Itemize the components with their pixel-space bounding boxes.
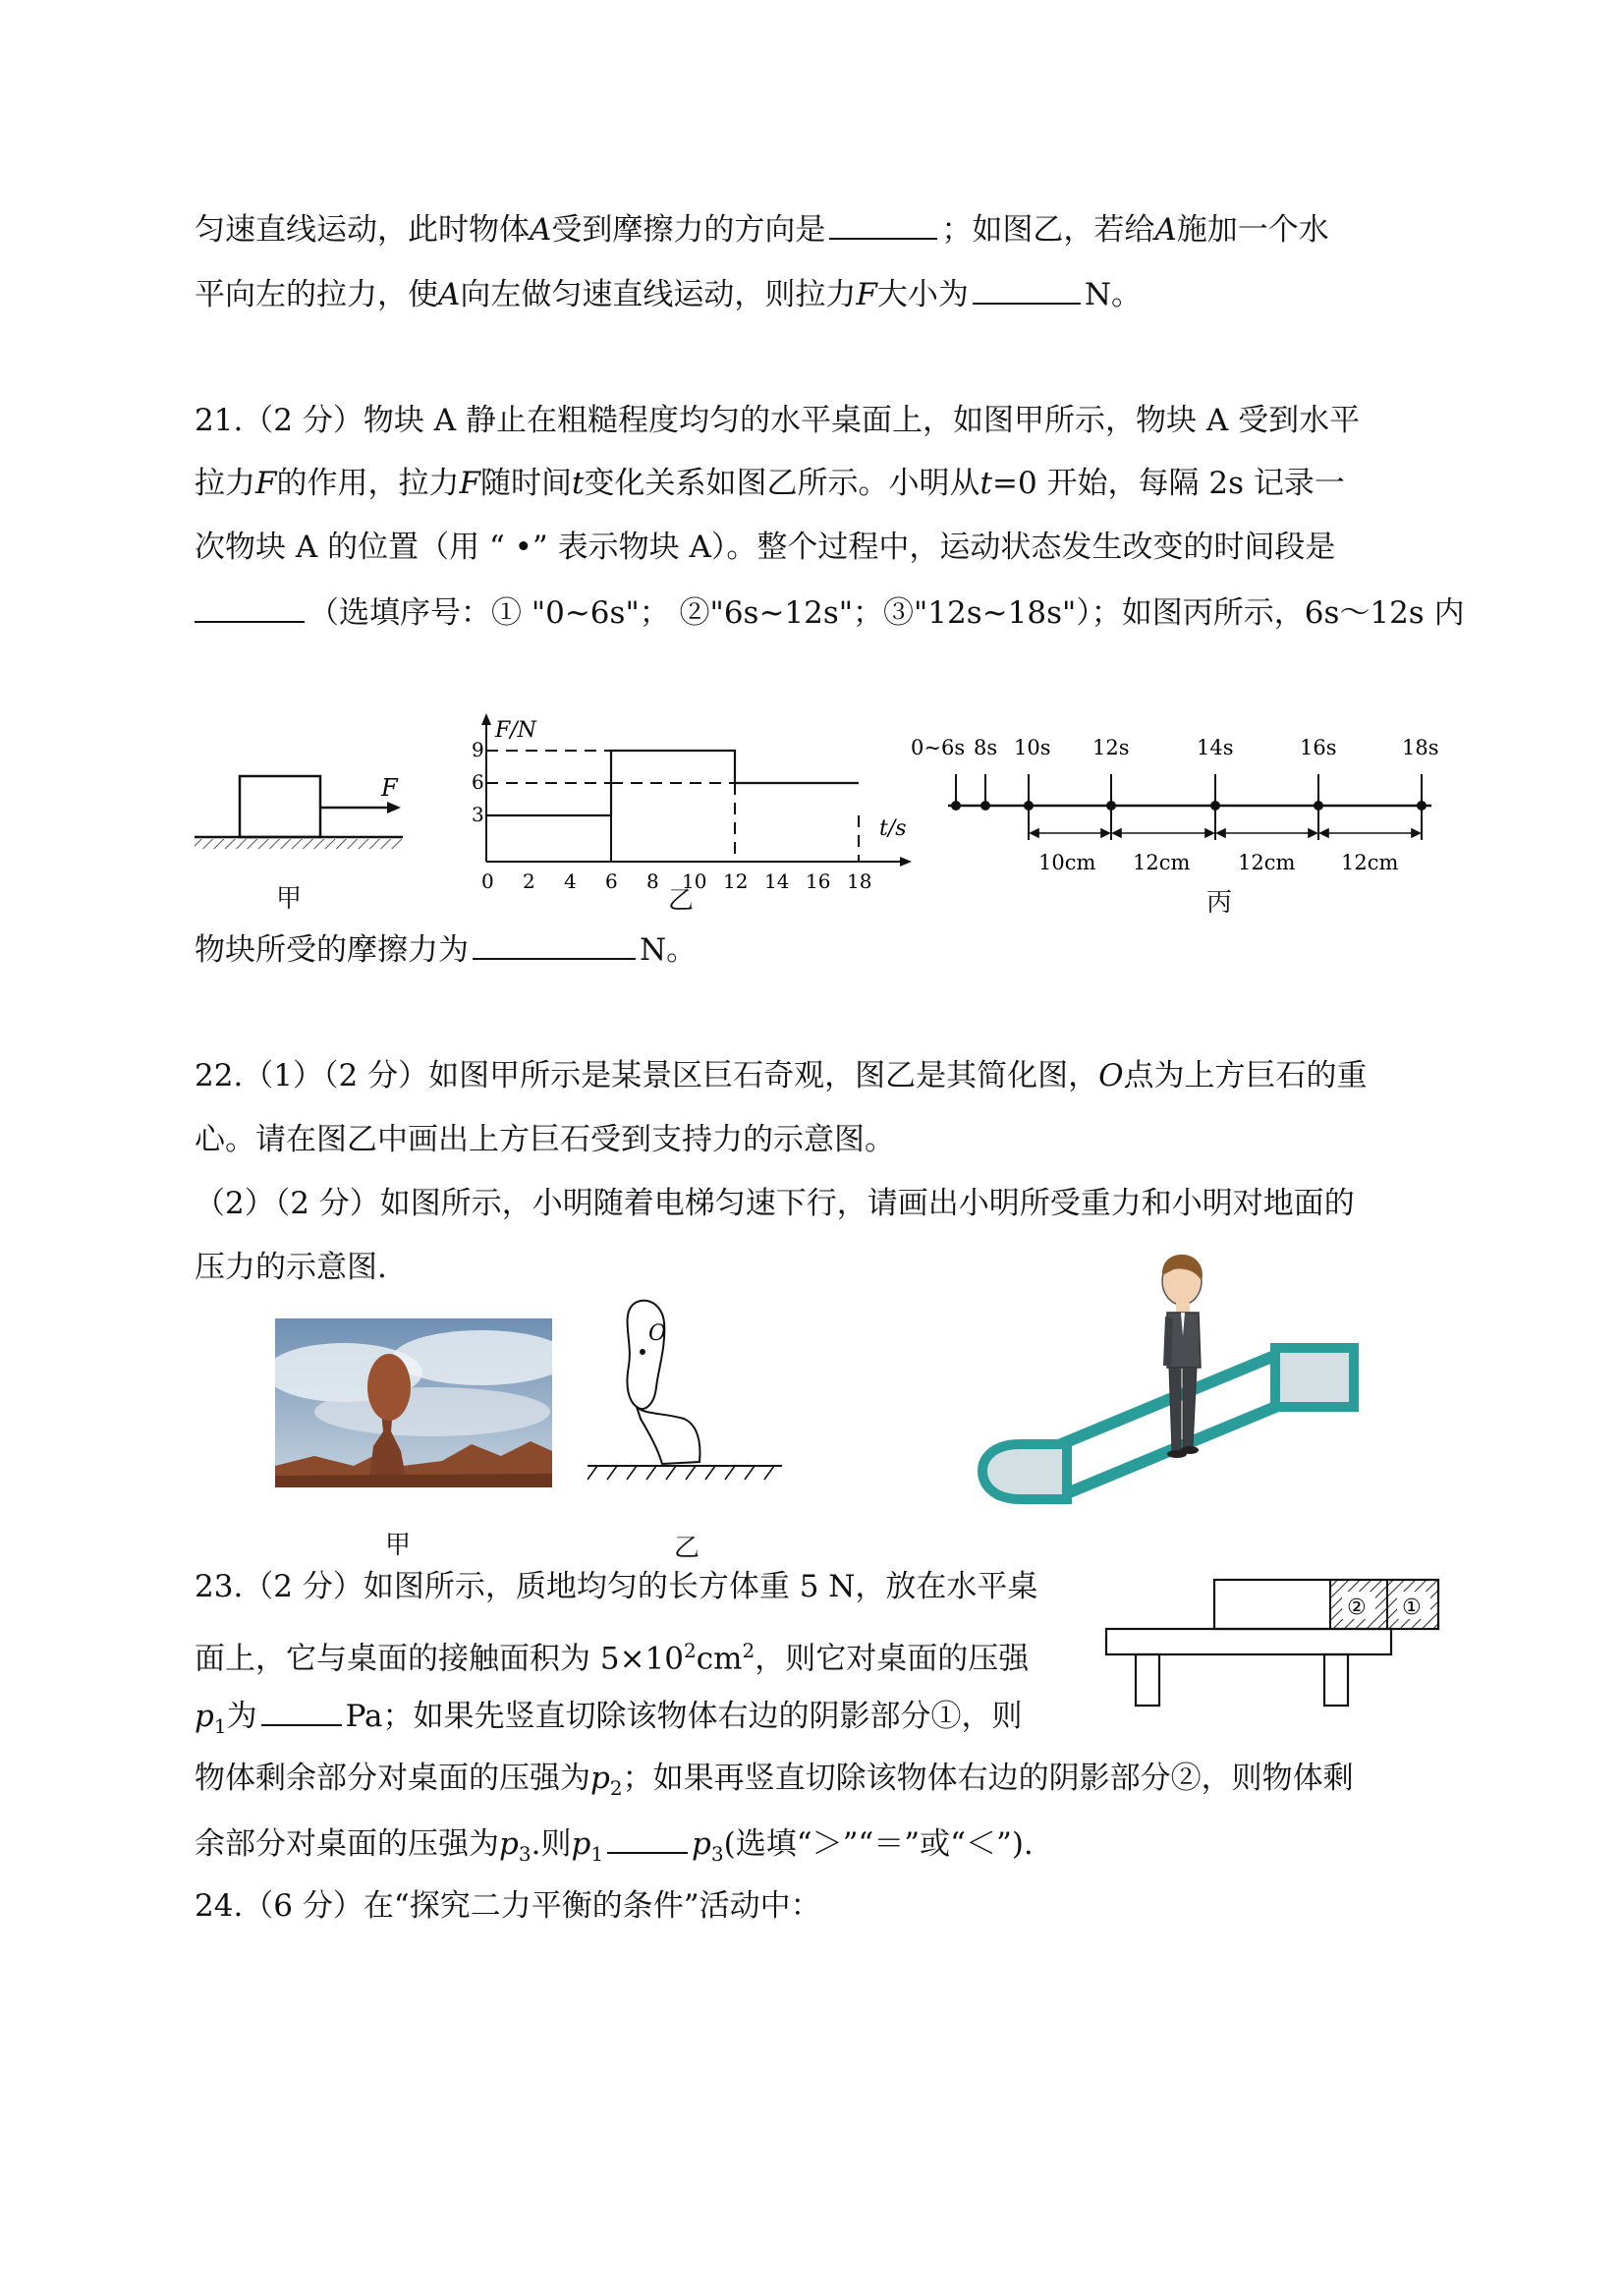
time-label-0-6s: 0~6s xyxy=(911,736,966,759)
answer-blank[interactable] xyxy=(829,208,937,240)
x-axis-label: t/s xyxy=(879,816,907,841)
q23-line-5: 余部分对桌面的压强为$p_3$.则$p_1$ $p_3$(选填“＞”“＝”或“＜”). xyxy=(195,1822,1034,1874)
escalator-figure xyxy=(973,1248,1366,1542)
time-label-10s: 10s xyxy=(1014,736,1051,759)
block-a xyxy=(240,776,320,837)
figure-block-force xyxy=(195,756,411,914)
escalator-top-landing xyxy=(1275,1348,1354,1407)
time-label-14s: 14s xyxy=(1197,736,1234,759)
distance-label: 12cm xyxy=(1341,851,1399,874)
time-label-16s: 16s xyxy=(1300,736,1337,759)
x-tick-8: 8 xyxy=(646,869,659,893)
q21-line-5: 物块所受的摩擦力为 N。 xyxy=(195,928,697,970)
q22-line-2: 心。请在图乙中画出上方巨石受到支持力的示意图。 xyxy=(195,1122,895,1157)
distance-label: 10cm xyxy=(1038,851,1096,874)
x-tick-12: 12 xyxy=(723,869,749,893)
x-tick-10: 10 xyxy=(682,869,707,893)
center-of-gravity-point xyxy=(640,1349,645,1355)
force-label: F xyxy=(381,774,398,802)
q22-line-1: 22.（1）（2 分）如图甲所示是某景区巨石奇观，图乙是其简化图，O点为上方巨石的重 xyxy=(195,1058,1368,1093)
q23-line-4: 物体剩余部分对桌面的压强为$p_2$；如果再竖直切除该物体右边的阴影部分②，则物体剩 xyxy=(195,1761,1354,1801)
q22-line-3: （2）（2 分）如图所示，小明随着电梯匀速下行，请画出小明所受重力和小明对地面的 xyxy=(195,1186,1355,1221)
answer-blank[interactable] xyxy=(973,273,1081,305)
y-tick-9: 9 xyxy=(472,738,484,761)
x-tick-16: 16 xyxy=(806,869,831,893)
time-label-12s: 12s xyxy=(1092,736,1130,759)
label-part-2: ② xyxy=(1347,1596,1367,1620)
time-label-8s: 8s xyxy=(974,736,998,759)
point-o-label: O xyxy=(648,1321,667,1346)
q21-line-3: 次物块 A 的位置（用 “ •” 表示物块 A）。整个过程中，运动状态发生改变的时间段是 xyxy=(195,530,1336,565)
caption-bing: 丙 xyxy=(1206,888,1233,918)
q22-line-4: 压力的示意图. xyxy=(195,1250,387,1285)
answer-blank[interactable] xyxy=(261,1695,342,1726)
figure-position-record xyxy=(909,727,1459,904)
q21-line-4: （选填序号：① "0~6s"； ②"6s~12s"；③"12s~18s"）；如图丙所示，6s～12s 内 xyxy=(195,591,1465,633)
rock-sketch xyxy=(586,1297,792,1503)
distance-label: 12cm xyxy=(1133,851,1191,874)
q20-line-2: 平向左的拉力，使A向左做匀速直线运动，则拉力F大小为 N。 xyxy=(195,273,1142,314)
q23-line-1: 23.（2 分）如图所示，质地均匀的长方体重 5 N，放在水平桌 xyxy=(195,1569,1038,1604)
q24-line-1: 24.（6 分）在“探究二力平衡的条件”活动中： xyxy=(195,1888,821,1924)
position-dot xyxy=(1417,801,1427,811)
position-dot xyxy=(980,801,990,811)
q20-line-1: 匀速直线运动，此时物体A受到摩擦力的方向是 ；如图乙，若给A施加一个水 xyxy=(195,208,1329,250)
x-tick-18: 18 xyxy=(847,869,872,893)
table-top xyxy=(1106,1629,1391,1654)
upper-rock xyxy=(627,1301,667,1409)
x-tick-14: 14 xyxy=(764,869,790,893)
caption-yi: 乙 xyxy=(668,886,695,916)
distance-label: 12cm xyxy=(1238,851,1296,874)
balanced-rock-photo xyxy=(275,1318,552,1487)
caption-photo-jia: 甲 xyxy=(385,1531,412,1560)
position-dot xyxy=(1314,801,1323,811)
table-leg xyxy=(1324,1654,1348,1706)
label-part-1: ① xyxy=(1402,1596,1422,1620)
q21-line-1: 21.（2 分）物块 A 静止在粗糙程度均匀的水平桌面上，如图甲所示，物块 A 受到水平 xyxy=(195,403,1361,438)
escalator-bottom-landing xyxy=(982,1444,1067,1499)
position-dot xyxy=(951,801,961,811)
caption-jia: 甲 xyxy=(276,884,303,914)
x-tick-4: 4 xyxy=(564,869,577,893)
time-label-18s: 18s xyxy=(1402,736,1439,759)
table-leg xyxy=(1136,1654,1159,1706)
escalator-rail-top xyxy=(1049,1354,1279,1449)
y-tick-6: 6 xyxy=(472,770,484,794)
position-dot xyxy=(1106,801,1116,811)
y-tick-3: 3 xyxy=(472,803,484,826)
ground-hatch xyxy=(195,839,403,849)
person-xiaoming xyxy=(1162,1255,1203,1458)
y-axis-label: F/N xyxy=(495,718,536,743)
answer-blank[interactable] xyxy=(607,1822,688,1854)
q23-line-2: 面上，它与桌面的接触面积为 $5\times 10^2cm^2$，则它对桌面的压强 xyxy=(195,1639,1030,1677)
position-dot xyxy=(1024,801,1034,811)
position-dot xyxy=(1210,801,1220,811)
q21-line-2: 拉力F的作用，拉力F随时间t变化关系如图乙所示。小明从t=0 开始，每隔 2s 记录一 xyxy=(195,466,1345,501)
x-tick-2: 2 xyxy=(523,869,535,893)
x-tick-6: 6 xyxy=(605,869,618,893)
answer-blank[interactable] xyxy=(195,591,305,623)
x-tick-0: 0 xyxy=(481,869,494,893)
caption-sketch-yi: 乙 xyxy=(674,1534,700,1563)
q23-line-3: $p_1$为 Pa；如果先竖直切除该物体右边的阴影部分①，则 xyxy=(195,1695,1023,1746)
table-block-figure xyxy=(1100,1572,1444,1719)
lower-rock xyxy=(637,1407,700,1464)
answer-blank[interactable] xyxy=(473,928,636,960)
